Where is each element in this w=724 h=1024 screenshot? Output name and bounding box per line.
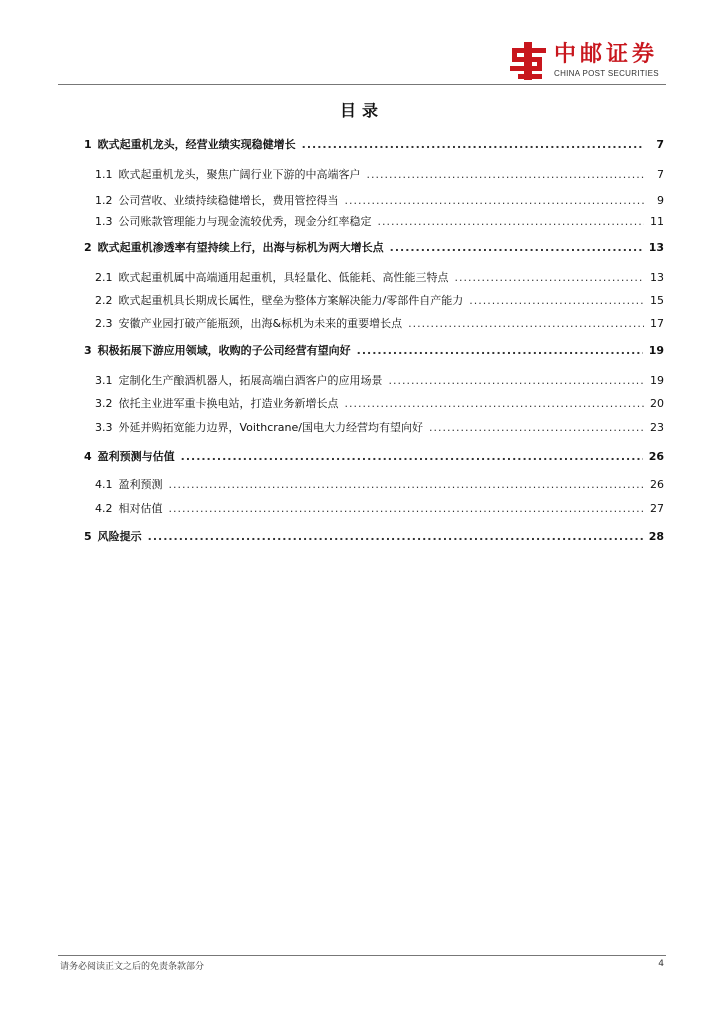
toc-entry[interactable] bbox=[84, 194, 664, 208]
toc-entry-title: 积极拓展下游应用领域，收购的子公司经营有望向好 bbox=[97, 344, 351, 357]
toc-entry-page: 7 bbox=[656, 138, 664, 151]
toc-entry-leader bbox=[408, 317, 644, 331]
page-header bbox=[0, 0, 724, 90]
toc-entry-leader bbox=[302, 138, 644, 152]
toc-entry-number: 4 bbox=[84, 450, 92, 463]
toc-entry[interactable] bbox=[84, 317, 664, 331]
toc-entry[interactable] bbox=[84, 215, 664, 229]
toc-entry-page: 26 bbox=[650, 478, 664, 491]
toc-entry[interactable] bbox=[84, 168, 664, 182]
logo-chinese-name: 中邮证券 bbox=[554, 42, 659, 67]
toc-entry-leader bbox=[367, 168, 645, 182]
toc-entry-page: 19 bbox=[650, 374, 664, 387]
footer-divider bbox=[58, 955, 666, 956]
toc-entry[interactable] bbox=[84, 397, 664, 411]
toc-entry-leader bbox=[181, 450, 643, 464]
toc-entry-page: 20 bbox=[650, 397, 664, 410]
toc-entry-number: 4.2 bbox=[95, 502, 113, 515]
toc-entry-page: 28 bbox=[648, 530, 664, 543]
toc-entry-title: 定制化生产酿酒机器人，拓展高端白酒客户的应用场景 bbox=[118, 374, 383, 387]
toc-entry[interactable] bbox=[84, 138, 664, 152]
toc-entry-leader bbox=[429, 421, 644, 435]
toc-entry-leader bbox=[345, 397, 645, 411]
toc-entry-number: 2 bbox=[84, 241, 92, 254]
toc-title: 目录 bbox=[339, 101, 384, 120]
toc-entry-page: 23 bbox=[650, 421, 664, 434]
toc-entry-page: 7 bbox=[657, 168, 664, 181]
toc-entry-number: 1 bbox=[84, 138, 92, 151]
toc-entry[interactable] bbox=[84, 344, 664, 358]
toc-entry-page: 19 bbox=[648, 344, 664, 357]
toc-entry[interactable] bbox=[84, 530, 664, 544]
toc-entry-page: 9 bbox=[657, 194, 664, 207]
toc-entry-leader bbox=[390, 241, 643, 255]
toc-entry-title: 欧式起重机属中高端通用起重机，具轻量化、低能耗、高性能三特点 bbox=[118, 271, 449, 284]
china-post-logo-icon bbox=[510, 42, 548, 80]
toc-entry-title: 依托主业进军重卡换电站，打造业务新增长点 bbox=[118, 397, 339, 410]
toc-entry[interactable] bbox=[84, 374, 664, 388]
toc-entry-number: 3.2 bbox=[95, 397, 113, 410]
toc-entry-number: 1.1 bbox=[95, 168, 113, 181]
header-divider bbox=[58, 84, 666, 85]
toc-entry-title: 欧式起重机龙头，聚焦广阔行业下游的中高端客户 bbox=[118, 168, 361, 181]
toc-entry-number: 1.2 bbox=[95, 194, 113, 207]
toc-entry[interactable] bbox=[84, 294, 664, 308]
toc-entry-leader bbox=[389, 374, 645, 388]
toc-entry-leader bbox=[469, 294, 644, 308]
toc-entry-number: 4.1 bbox=[95, 478, 113, 491]
toc-entry-leader bbox=[455, 271, 645, 285]
toc-entry-number: 2.3 bbox=[95, 317, 113, 330]
toc-entry-number: 1.3 bbox=[95, 215, 113, 228]
toc-entry-number: 2.2 bbox=[95, 294, 113, 307]
toc-entry[interactable] bbox=[84, 502, 664, 516]
toc-entry-leader bbox=[169, 502, 645, 516]
toc-entry-leader bbox=[378, 215, 645, 229]
toc-entry-page: 13 bbox=[650, 271, 664, 284]
toc-entry-number: 2.1 bbox=[95, 271, 113, 284]
toc-entry[interactable] bbox=[84, 421, 664, 435]
toc-entry[interactable] bbox=[84, 450, 664, 464]
toc-entry[interactable] bbox=[84, 271, 664, 285]
toc-entry-page: 11 bbox=[650, 215, 664, 228]
footer-page-number: 4 bbox=[658, 959, 664, 969]
toc-entry-title: 盈利预测 bbox=[118, 478, 163, 491]
toc-entry-title: 公司账款管理能力与现金流较优秀，现金分红率稳定 bbox=[118, 215, 372, 228]
toc-entry-number: 3.3 bbox=[95, 421, 113, 434]
toc-entry-title: 风险提示 bbox=[97, 530, 142, 543]
toc-entry[interactable] bbox=[84, 241, 664, 255]
toc-entry-leader bbox=[345, 194, 645, 208]
toc-entry-page: 17 bbox=[650, 317, 664, 330]
company-logo bbox=[510, 42, 666, 80]
toc-entry-number: 3 bbox=[84, 344, 92, 357]
toc-entry-title: 欧式起重机具长期成长属性，壁垒为整体方案解决能力/零部件自产能力 bbox=[118, 294, 464, 307]
toc-entry-title: 安徽产业园打破产能瓶颈，出海&标机为未来的重要增长点 bbox=[118, 317, 403, 330]
toc-entry-title: 外延并购拓宽能力边界，Voithcrane/国电大力经营均有望向好 bbox=[118, 421, 423, 434]
toc-entry-title: 相对估值 bbox=[118, 502, 163, 515]
toc-entry-title: 公司营收、业绩持续稳健增长，费用管控得当 bbox=[118, 194, 339, 207]
toc-entry-number: 5 bbox=[84, 530, 92, 543]
toc-entry-title: 欧式起重机渗透率有望持续上行，出海与标机为两大增长点 bbox=[97, 241, 384, 254]
toc-entry-page: 13 bbox=[648, 241, 664, 254]
toc-entry-leader bbox=[169, 478, 645, 492]
footer-disclaimer: 请务必阅读正文之后的免责条款部分 bbox=[60, 962, 205, 972]
toc-entry-leader bbox=[357, 344, 643, 358]
toc-entry-page: 27 bbox=[650, 502, 664, 515]
toc-entry-title: 盈利预测与估值 bbox=[97, 450, 175, 463]
toc-entry-title: 欧式起重机龙头，经营业绩实现稳健增长 bbox=[97, 138, 296, 151]
toc-entry-leader bbox=[148, 530, 643, 544]
logo-english-name: CHINA POST SECURITIES bbox=[554, 69, 659, 78]
toc-entry-page: 26 bbox=[648, 450, 664, 463]
toc-entry-page: 15 bbox=[650, 294, 664, 307]
toc-entry[interactable] bbox=[84, 478, 664, 492]
toc-entry-number: 3.1 bbox=[95, 374, 113, 387]
